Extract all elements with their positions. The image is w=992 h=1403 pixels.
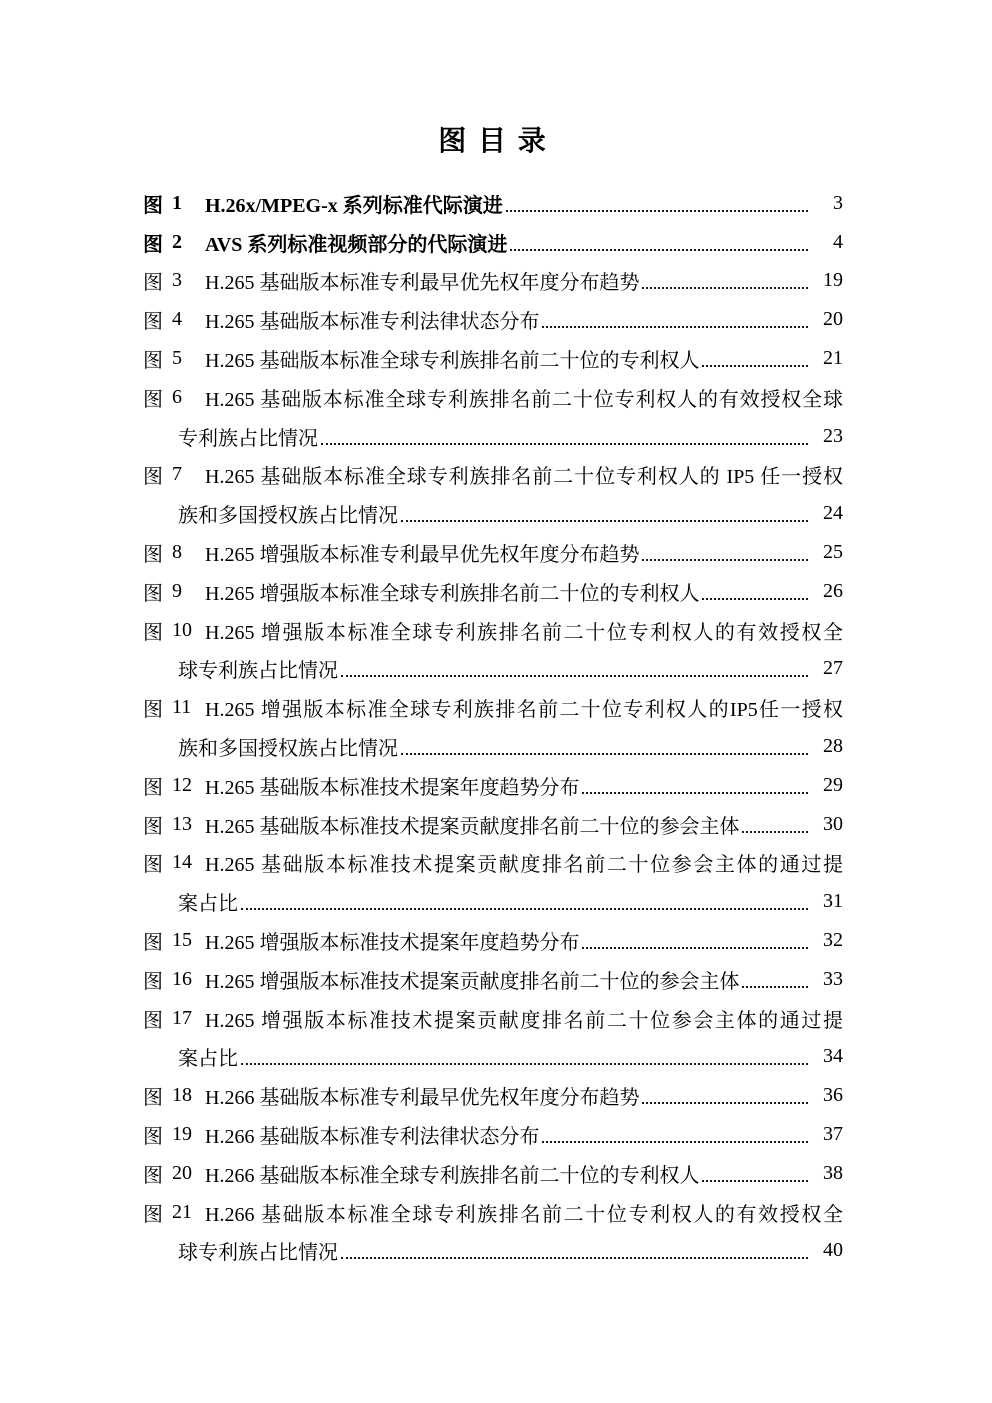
toc-entry-figure-label: 图 [143,932,163,955]
toc-entry-figure-label: 图 [143,544,163,567]
toc-entry-page-number: 37 [823,1123,843,1146]
toc-entry-page-number: 36 [823,1084,843,1107]
toc-entry-number: 6 [172,385,182,408]
toc-entry-line-continued [143,650,843,689]
toc-entry-title-continued: 球专利族占比情况 [178,660,338,683]
toc-entry-number: 19 [172,1123,192,1146]
toc-entry[interactable] [143,1115,843,1154]
toc-entry-line [143,766,843,805]
toc-entry-figure-label: 图 [143,854,163,877]
toc-entry-number: 17 [172,1006,192,1029]
toc-entry-number: 4 [172,308,182,331]
toc-entry-title: H.265 增强版本标准全球专利族排名前二十位的专利权人 [205,582,700,605]
toc-entry-line-continued [143,417,843,456]
dot-leader [702,1180,808,1182]
dot-leader [341,675,808,677]
toc-entry-page-number: 33 [823,967,843,990]
toc-entry-figure-label: 图 [143,350,163,373]
toc-entry-page-number: 21 [823,347,843,370]
toc-entry-page-number: 3 [833,191,843,214]
toc-entry-line [143,1115,843,1154]
toc-entry-figure-label: 图 [143,194,163,217]
toc-entry-title: H.265 增强版本标准技术提案年度趋势分布 [205,932,580,955]
toc-entry-line [143,223,843,262]
toc-entry-line-continued [143,1038,843,1077]
dot-leader [642,1102,808,1104]
toc-entry-line [143,572,843,611]
toc-entry-figure-label: 图 [143,1126,163,1149]
toc-entry-line [143,533,843,572]
toc-entry-figure-label: 图 [143,1009,163,1032]
toc-entry-line-continued [143,494,843,533]
toc-entry-page-number: 31 [823,890,843,913]
toc-entry-title: H.265 增强版本标准全球专利族排名前二十位专利权人的有效授权全 [205,621,843,644]
dot-leader [642,287,808,289]
toc-entry-number: 13 [172,812,192,835]
toc-entry-title-continued: 球专利族占比情况 [178,1242,338,1265]
toc-entry-figure-label: 图 [143,699,163,722]
toc-entry-line [143,844,843,883]
toc-entry-number: 20 [172,1161,192,1184]
toc-entry-number: 8 [172,541,182,564]
toc-entry[interactable] [143,960,843,999]
dot-leader [702,365,808,367]
dot-leader [241,1063,808,1065]
toc-entry-line [143,805,843,844]
toc-entry-line-continued [143,882,843,921]
toc-entry-title: H.265 增强版本标准技术提案贡献度排名前二十位的参会主体 [205,970,740,993]
toc-entry-line [143,1076,843,1115]
toc-entry-figure-label: 图 [143,1087,163,1110]
toc-entry[interactable] [143,456,843,534]
toc-entry-page-number: 24 [823,502,843,525]
toc-entry-page-number: 29 [823,773,843,796]
toc-entry-figure-label: 图 [143,311,163,334]
toc-entry-figure-label: 图 [143,582,163,605]
toc-entry-line [143,999,843,1038]
toc-entry-title: H.265 增强版本标准技术提案贡献度排名前二十位参会主体的通过提 [205,1009,843,1032]
toc-entry-page-number: 4 [833,230,843,253]
toc-entry-number: 10 [172,618,192,641]
toc-entry-number: 16 [172,967,192,990]
toc-entry-number: 11 [172,696,192,719]
toc-entry[interactable] [143,533,843,572]
dot-leader [542,1141,808,1143]
toc-entry-page-number: 38 [823,1161,843,1184]
toc-entry-line [143,184,843,223]
toc-entry-title: H.265 基础版本标准全球专利族排名前二十位专利权人的有效授权全球 [205,388,843,411]
toc-entry-title: H.266 基础版本标准专利最早优先权年度分布趋势 [205,1087,640,1110]
toc-entry[interactable] [143,339,843,378]
dot-leader [582,947,808,949]
toc-entry-line [143,960,843,999]
toc-entry[interactable] [143,378,843,456]
toc-entry-title-continued: 族和多国授权族占比情况 [178,738,398,761]
toc-entry-line [143,1154,843,1193]
toc-entry-title: H.265 增强版本标准全球专利族排名前二十位专利权人的IP5任一授权 [205,699,843,722]
toc-entry-page-number: 20 [823,308,843,331]
toc-entry-figure-label: 图 [143,466,163,489]
toc-entry-line-continued [143,727,843,766]
dot-leader [341,1257,808,1259]
toc-entry-number: 2 [172,230,182,253]
toc-entry-line [143,378,843,417]
toc-entry[interactable] [143,921,843,960]
toc-entry-title: H.265 基础版本标准技术提案年度趋势分布 [205,776,580,799]
toc-entry-page-number: 25 [823,541,843,564]
toc-entry-page-number: 19 [823,269,843,292]
toc-entry-number: 14 [172,851,192,874]
toc-entry-title-continued: 案占比 [178,893,238,916]
toc-entry-page-number: 26 [823,579,843,602]
toc-entry-title: H.265 基础版本标准专利法律状态分布 [205,311,540,334]
toc-entry[interactable] [143,184,843,223]
dot-leader [241,908,808,910]
toc-entry-figure-label: 图 [143,815,163,838]
toc-entry-number: 3 [172,269,182,292]
toc-entry-number: 12 [172,773,192,796]
toc-entry-title: H.265 基础版本标准全球专利族排名前二十位专利权人的 IP5 任一授权 [205,466,843,489]
dot-leader [506,210,808,212]
toc-entry-title-continued: 案占比 [178,1048,238,1071]
toc-entry-line [143,921,843,960]
toc-entry-line-continued [143,1232,843,1271]
toc-entry[interactable] [143,262,843,301]
toc-entry-line [143,339,843,378]
toc-entry-figure-label: 图 [143,1164,163,1187]
toc-entry[interactable] [143,688,843,766]
toc-entry-number: 5 [172,347,182,370]
dot-leader [642,559,808,561]
toc-entry-title: H.266 基础版本标准专利法律状态分布 [205,1126,540,1149]
toc-entry-line [143,300,843,339]
toc-entry-figure-label: 图 [143,621,163,644]
toc-entry[interactable] [143,300,843,339]
dot-leader [702,598,808,600]
toc-entry[interactable] [143,572,843,611]
toc-entry-number: 7 [172,463,182,486]
toc-entry-line [143,611,843,650]
dot-leader [742,831,808,833]
toc-entry[interactable] [143,1076,843,1115]
toc-entry-figure-label: 图 [143,233,163,256]
toc-entry[interactable] [143,611,843,689]
toc-entry-title: H.265 基础版本标准技术提案贡献度排名前二十位参会主体的通过提 [205,854,843,877]
toc-entry-title-continued: 族和多国授权族占比情况 [178,505,398,528]
toc-entry-page-number: 32 [823,929,843,952]
toc-entry[interactable] [143,805,843,844]
dot-leader [582,792,808,794]
toc-entry-number: 21 [172,1200,192,1223]
toc-entry-figure-label: 图 [143,776,163,799]
toc-entry[interactable] [143,844,843,922]
toc-entry[interactable] [143,766,843,805]
toc-entry-title: H.265 增强版本标准专利最早优先权年度分布趋势 [205,544,640,567]
toc-entry-number: 15 [172,929,192,952]
dot-leader [321,443,808,445]
toc-entry-title: H.265 基础版本标准技术提案贡献度排名前二十位的参会主体 [205,815,740,838]
dot-leader [542,326,808,328]
toc-entry-page-number: 28 [823,735,843,758]
toc-entry-line [143,262,843,301]
toc-entry[interactable] [143,1154,843,1193]
toc-entry-figure-label: 图 [143,272,163,295]
toc-entry[interactable] [143,999,843,1077]
toc-entry-page-number: 34 [823,1045,843,1068]
toc-entry-title-continued: 专利族占比情况 [178,427,318,450]
toc-entry-figure-label: 图 [143,1203,163,1226]
page-title: 图 目 录 [438,125,548,156]
toc-entry-title: H.26x/MPEG-x 系列标准代际演进 [205,194,503,217]
toc-entry-title: H.265 基础版本标准全球专利族排名前二十位的专利权人 [205,350,700,373]
toc-entry-title: AVS 系列标准视频部分的代际演进 [205,233,508,256]
dot-leader [401,520,808,522]
toc-entry-number: 9 [172,579,182,602]
toc-entry-figure-label: 图 [143,970,163,993]
figure-toc-list [143,184,843,1270]
toc-entry-title: H.266 基础版本标准全球专利族排名前二十位专利权人的有效授权全 [205,1203,843,1226]
dot-leader [742,986,808,988]
toc-entry-number: 1 [172,191,182,214]
toc-entry[interactable] [143,223,843,262]
toc-entry-line [143,1193,843,1232]
toc-entry[interactable] [143,1193,843,1271]
toc-entry-figure-label: 图 [143,388,163,411]
toc-entry-line [143,456,843,495]
toc-entry-page-number: 30 [823,812,843,835]
toc-entry-page-number: 40 [823,1239,843,1262]
toc-entry-page-number: 27 [823,657,843,680]
toc-entry-title: H.265 基础版本标准专利最早优先权年度分布趋势 [205,272,640,295]
toc-entry-line [143,688,843,727]
toc-entry-page-number: 23 [823,424,843,447]
dot-leader [401,753,808,755]
toc-entry-title: H.266 基础版本标准全球专利族排名前二十位的专利权人 [205,1164,700,1187]
toc-entry-number: 18 [172,1084,192,1107]
dot-leader [510,249,808,251]
